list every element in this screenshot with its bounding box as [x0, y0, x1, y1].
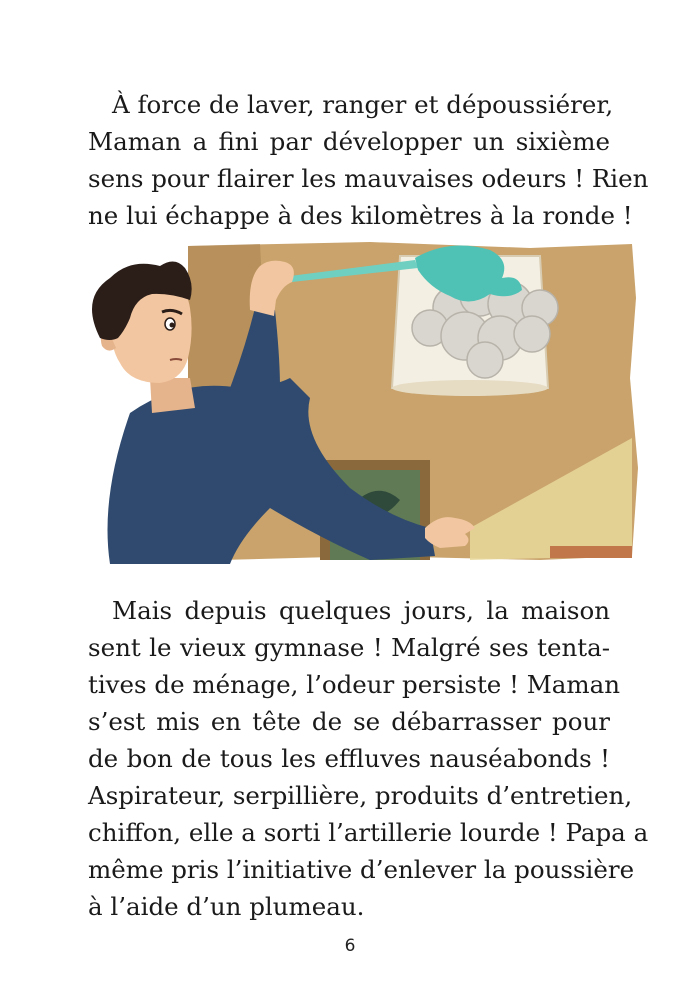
text-line: ne lui échappe à des kilomètres à la ronde !	[88, 201, 633, 230]
text-line: Maman a fini par développer un sixième	[88, 127, 610, 156]
text-line: sent le vieux gymnase ! Malgré ses tenta-	[88, 633, 610, 662]
text-line: même pris l’initiative d’enlever la poussière	[88, 855, 635, 884]
man-neck	[150, 378, 195, 413]
man-mouth	[170, 359, 182, 360]
text-line: s’est mis en tête de se débarrasser pour	[88, 707, 610, 736]
text-line: Mais depuis quelques jours, la maison	[112, 596, 610, 625]
paragraph-2	[88, 592, 649, 925]
text-line: de bon de tous les effluves nauséabonds !	[88, 744, 610, 773]
text-line: tives de ménage, l’odeur persiste ! Maman	[88, 670, 621, 699]
illustration-papa-dusting-lamp	[70, 238, 640, 564]
man-pupil	[170, 323, 175, 328]
text-line: À force de laver, ranger et dépoussiérer,	[112, 90, 614, 119]
lampshade-rim	[392, 380, 548, 396]
paragraph-1	[88, 86, 649, 234]
page-number: 6	[344, 936, 356, 956]
text-line: à l’aide d’un plumeau.	[88, 892, 365, 921]
text-line: sens pour flairer les mauvaises odeurs ! Rien	[88, 164, 649, 193]
text-line: Aspirateur, serpillière, produits d’entretien,	[88, 781, 633, 810]
shelf	[550, 546, 632, 558]
text-line: chiffon, elle a sorti l’artillerie lourde ! Papa a	[88, 818, 649, 847]
